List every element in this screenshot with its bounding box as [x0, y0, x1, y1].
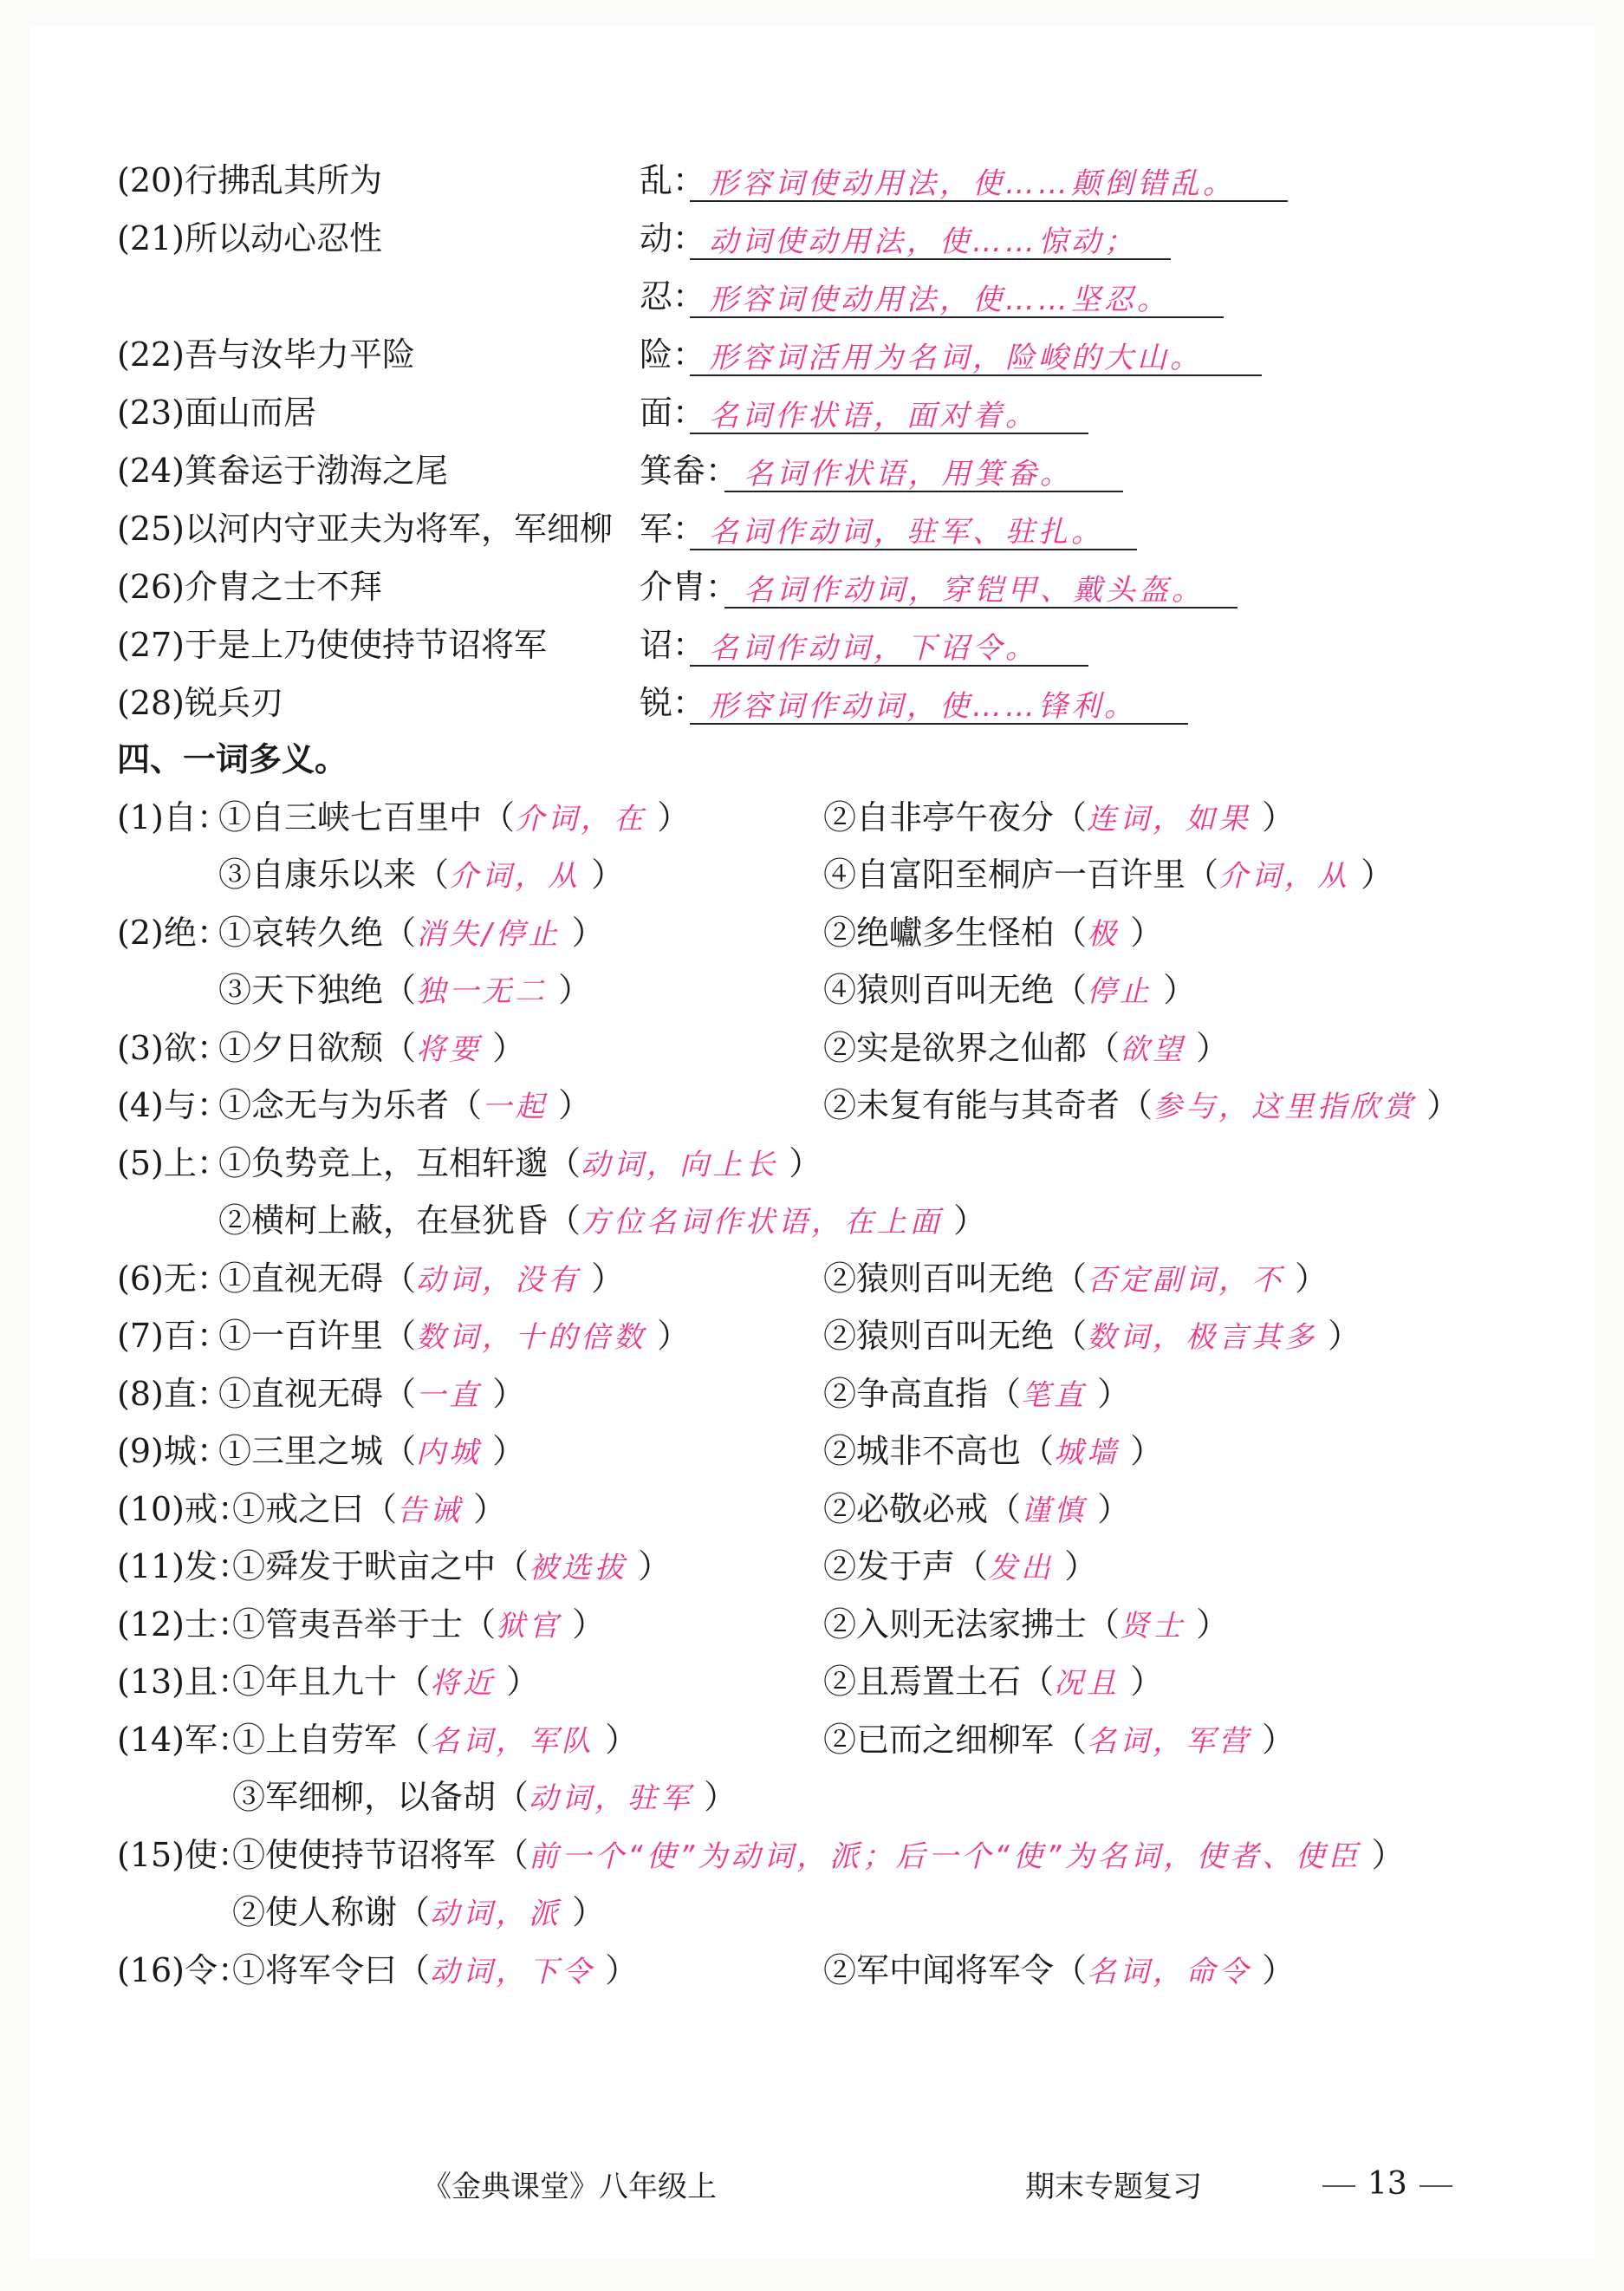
item-sense-b: ②实是欲界之仙都（欲望 ）: [823, 1029, 1230, 1067]
answer-text: 动词，没有: [416, 1263, 581, 1298]
answer-text: 将要: [416, 1032, 483, 1067]
item-word: 乱：: [640, 161, 706, 199]
item-text: (23)面山而居: [117, 394, 317, 432]
answer-blank[interactable]: [690, 160, 1288, 202]
item-sense-a: ①直视无碍（动词，没有 ）: [218, 1259, 625, 1298]
answer-text: 动词，向上长: [581, 1148, 779, 1182]
item-sense-a: ①一百许里（数词，十的倍数 ）: [218, 1317, 691, 1355]
item-text: (21)所以动心忍性: [117, 219, 383, 257]
item-word: 动：: [640, 219, 706, 257]
item-sense-b: ②必敬必戒（谨慎 ）: [823, 1490, 1131, 1528]
answer-text: 独一无二: [416, 974, 549, 1009]
answer-blank[interactable]: [690, 625, 1088, 667]
answer-text: 形容词使动用法，使……坚忍。: [709, 283, 1170, 317]
item-word: 险：: [640, 335, 706, 374]
answer-text: 况且: [1054, 1666, 1121, 1701]
item-sense-a: ①将军令曰（动词，下令 ）: [232, 1951, 639, 1989]
answer-text: 停止: [1087, 974, 1153, 1009]
item-sense-a: ①舜发于畎亩之中（被选拔 ）: [232, 1547, 672, 1585]
item-sense-a: ②横柯上蔽，在昼犹昏（方位名词作状语，在上面 ）: [218, 1201, 987, 1240]
item-sense-b: ②未复有能与其奇者（参与，这里指欣赏 ）: [823, 1086, 1460, 1124]
item-text: (28)锐兵刃: [117, 684, 284, 722]
answer-text: 名词作状语，用箕畚。: [744, 457, 1073, 491]
answer-blank[interactable]: [690, 393, 1088, 434]
footer-book: 《金典课堂》八年级上: [422, 2170, 717, 2204]
item-text: (20)行拂乱其所为: [117, 161, 383, 199]
item-sense-a: ③天下独绝（独一无二 ）: [218, 971, 592, 1009]
answer-blank[interactable]: [690, 683, 1188, 725]
answer-text: 否定副词，不: [1087, 1263, 1285, 1298]
item-word: 诏：: [640, 626, 706, 664]
page-number: 13: [1310, 2165, 1465, 2203]
item-head: (9)城：: [117, 1432, 230, 1470]
answer-text: 欲望: [1120, 1032, 1186, 1067]
item-text: (27)于是上乃使使持节诏将军: [117, 626, 548, 664]
item-head: (16)令：: [117, 1951, 251, 1989]
answer-text: 名词作状语，面对着。: [709, 399, 1038, 433]
item-sense-a: ①使使持节诏将军（前一个“使”为动词，派；后一个“使”为名词，使者、使臣 ）: [232, 1836, 1405, 1874]
item-head: (10)戒：: [117, 1490, 251, 1528]
item-sense-a: ①念无与为乐者（一起 ）: [218, 1086, 592, 1124]
item-head: (12)士：: [117, 1605, 251, 1643]
item-text: (25)以河内守亚夫为将军，军细柳: [117, 510, 614, 548]
item-head: (5)上：: [117, 1144, 230, 1182]
answer-text: 形容词作动词，使……锋利。: [709, 689, 1137, 724]
item-sense-b: ②猿则百叫无绝（数词，极言其多 ）: [823, 1317, 1361, 1355]
item-head: (11)发：: [117, 1547, 251, 1585]
answer-text: 名词作动词，驻军、驻扎。: [709, 515, 1104, 550]
answer-text: 介词，从: [449, 859, 581, 894]
item-word: 介胄：: [640, 568, 739, 606]
item-word: 锐：: [640, 684, 706, 722]
item-sense-a: ①管夷吾举于士（狱官 ）: [232, 1605, 606, 1643]
answer-text: 狱官: [496, 1609, 562, 1643]
answer-blank[interactable]: [690, 218, 1171, 260]
answer-blank[interactable]: [690, 335, 1262, 376]
item-sense-b: ④猿则百叫无绝（停止 ）: [823, 971, 1197, 1009]
answer-text: 被选拔: [529, 1551, 628, 1585]
answer-text: 告诫: [397, 1494, 464, 1528]
item-sense-b: ②猿则百叫无绝（否定副词，不 ）: [823, 1259, 1328, 1298]
answer-text: 极: [1087, 917, 1121, 952]
item-sense-a: ③自康乐以来（介词，从 ）: [218, 856, 625, 894]
item-sense-b: ④自富阳至桐庐一百许里（介词，从 ）: [823, 856, 1394, 894]
item-sense-a: ①自三峡七百里中（介词，在 ）: [218, 798, 691, 836]
answer-text: 内城: [416, 1435, 483, 1470]
item-sense-b: ②发于声（发出 ）: [823, 1547, 1098, 1585]
item-head: (15)使：: [117, 1836, 251, 1874]
answer-text: 谨慎: [1021, 1494, 1088, 1528]
item-sense-b: ②城非不高也（城墙 ）: [823, 1432, 1164, 1470]
item-word: 军：: [640, 510, 706, 548]
item-sense-b: ②且焉置土石（况且 ）: [823, 1663, 1164, 1701]
answer-text: 城墙: [1054, 1435, 1121, 1470]
section-title: 四、一词多义。: [117, 740, 348, 778]
item-head: (7)百：: [117, 1317, 230, 1355]
item-sense-a: ②使人称谢（动词，派 ）: [232, 1893, 606, 1931]
item-sense-b: ②已而之细柳军（名词，军营 ）: [823, 1721, 1296, 1759]
answer-text: 动词，驻军: [529, 1781, 694, 1816]
item-word: 面：: [640, 394, 706, 432]
item-head: (2)绝：: [117, 914, 230, 952]
answer-text: 将近: [430, 1666, 497, 1701]
item-text: (22)吾与汝毕力平险: [117, 335, 416, 374]
item-sense-a: ①戒之曰（告诫 ）: [232, 1490, 507, 1528]
answer-text: 介词，在: [515, 802, 647, 836]
answer-text: 动词使动用法，使……惊动；: [709, 225, 1137, 259]
answer-text: 数词，极言其多: [1087, 1320, 1318, 1355]
item-sense-a: ①年且九十（将近 ）: [232, 1663, 540, 1701]
item-head: (13)且：: [117, 1663, 251, 1701]
item-sense-a: ①哀转久绝（消失/停止 ）: [218, 914, 605, 952]
answer-text: 名词，命令: [1087, 1955, 1252, 1989]
answer-text: 动词，派: [430, 1897, 562, 1931]
answer-text: 名词，军队: [430, 1724, 595, 1759]
answer-text: 动词，下令: [430, 1955, 595, 1989]
item-word: 忍：: [640, 277, 706, 316]
item-sense-b: ②争高直指（笔直 ）: [823, 1375, 1131, 1413]
answer-text: 笔直: [1021, 1378, 1088, 1413]
answer-text: 名词作动词，下诏令。: [709, 631, 1038, 666]
answer-blank[interactable]: [690, 277, 1224, 318]
item-head: (1)自：: [117, 798, 230, 836]
answer-text: 发出: [988, 1551, 1055, 1585]
item-head: (4)与：: [117, 1086, 230, 1124]
answer-text: 前一个“使”为动词，派；后一个“使”为名词，使者、使臣: [529, 1839, 1361, 1874]
dash-left: [1322, 2185, 1355, 2187]
answer-text: 介词，从: [1218, 859, 1351, 894]
answer-text: 连词，如果: [1087, 802, 1252, 836]
item-head: (3)欲：: [117, 1029, 230, 1067]
item-sense-a: ①上自劳军（名词，军队 ）: [232, 1721, 639, 1759]
item-text: (24)箕畚运于渤海之尾: [117, 452, 449, 490]
answer-text: 参与，这里指欣赏: [1153, 1090, 1417, 1124]
answer-text: 形容词使动用法，使……颠倒错乱。: [709, 166, 1236, 201]
answer-blank[interactable]: [724, 451, 1123, 492]
item-word: 箕畚：: [640, 452, 739, 490]
answer-text: 一起: [482, 1090, 549, 1124]
answer-text: 方位名词作状语，在上面: [581, 1205, 944, 1240]
answer-text: 消失/停止: [416, 917, 562, 952]
answer-text: 名词，军营: [1087, 1724, 1252, 1759]
item-head: (8)直：: [117, 1375, 230, 1413]
item-sense-a: ①三里之城（内城 ）: [218, 1432, 526, 1470]
answer-text: 形容词活用为名词，险峻的大山。: [709, 341, 1203, 375]
item-sense-a: ③军细柳，以备胡（动词，驻军 ）: [232, 1778, 737, 1816]
answer-text: 名词作动词，穿铠甲、戴头盔。: [744, 573, 1205, 608]
answer-blank[interactable]: [690, 509, 1137, 550]
item-head: (14)军：: [117, 1721, 251, 1759]
answer-text: 数词，十的倍数: [416, 1320, 647, 1355]
item-sense-a: ①负势竞上，互相轩邈（动词，向上长 ）: [218, 1144, 822, 1182]
answer-text: 贤士: [1120, 1609, 1186, 1643]
item-sense-b: ②自非亭午夜分（连词，如果 ）: [823, 798, 1296, 836]
item-sense-b: ②入则无法家拂士（贤士 ）: [823, 1605, 1230, 1643]
item-text: (26)介胄之士不拜: [117, 568, 383, 606]
item-sense-a: ①夕日欲颓（将要 ）: [218, 1029, 526, 1067]
item-head: (6)无：: [117, 1259, 230, 1298]
item-sense-b: ②军中闻将军令（名词，命令 ）: [823, 1951, 1296, 1989]
answer-text: 一直: [416, 1378, 483, 1413]
dash-right: [1419, 2185, 1452, 2187]
item-sense-b: ②绝巘多生怪柏（极 ）: [823, 914, 1164, 952]
footer-topic: 期末专题复习: [1025, 2170, 1202, 2204]
item-sense-a: ①直视无碍（一直 ）: [218, 1375, 526, 1413]
answer-blank[interactable]: [724, 567, 1237, 609]
